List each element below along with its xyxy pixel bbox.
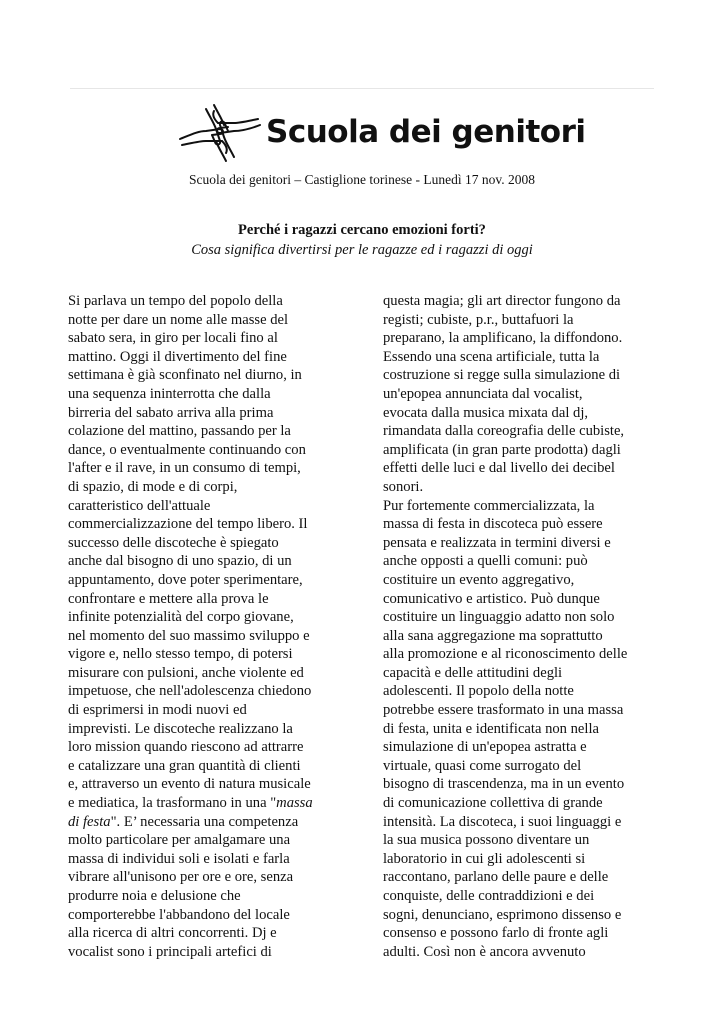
text-line: effetti delle luci e dal livello dei decibel: [383, 460, 615, 477]
text-line: caratteristico dell'attuale: [68, 497, 211, 514]
text-line: di festa, unita e identificata non nella: [383, 720, 599, 737]
text-line: sonori.: [383, 478, 424, 495]
text-line: alla promozione e al riconoscimento delle: [383, 646, 628, 663]
text-line: successo delle discoteche è spiegato: [68, 534, 279, 551]
text-line: l'after e il rave, in un consumo di tempi,: [68, 460, 301, 477]
italic-term: di festa: [68, 813, 111, 830]
text-line: alla ricerca di altri concorrenti. Dj e: [68, 925, 277, 942]
text-line: laboratorio in cui gli adolescenti si: [383, 850, 586, 867]
text-line: [68, 813, 360, 832]
text-line: anche opposti a quelli comuni: può: [383, 553, 588, 570]
text-line: preparano, la amplificano, la diffondono.: [383, 330, 623, 347]
text-line: dance, o eventualmente continuando con: [68, 441, 306, 458]
event-line: Scuola dei genitori – Castiglione torinese - Lunedì 17 nov. 2008: [189, 172, 535, 187]
text-line: commercializzazione del tempo libero. Il: [68, 516, 308, 533]
text-line: birreria del sabato arriva alla prima: [68, 404, 274, 421]
text-line: costituire un evento aggregativo,: [383, 571, 575, 588]
text-line: la sua musica possono diventare un: [383, 832, 590, 849]
text-line: vibrare all'unisono per ore e ore, senza: [68, 869, 294, 886]
text-line: produrre noia e delusione che: [68, 888, 241, 904]
text-line: evocata dalla musica mixata dal dj,: [383, 404, 589, 421]
logo: [176, 100, 586, 164]
text-line: impetuose, che nell'adolescenza chiedono: [68, 683, 312, 700]
text-line: potrebbe essere trasformato in una massa: [383, 702, 624, 719]
text-line: appuntamento, dove poter sperimentare,: [68, 571, 303, 588]
text-line: sabato sera, in giro per locali fino al: [68, 330, 278, 347]
column-left: [68, 292, 360, 961]
text-line: Si parlava un tempo del popolo della: [68, 293, 283, 309]
text-line: imprevisti. Le discoteche realizzano la: [68, 720, 293, 737]
text-line: loro mission quando riescono ad attrarre: [68, 739, 304, 756]
text-line: mattino. Oggi il divertimento del fine: [68, 348, 287, 365]
text-line: rimandata dalla coreografia delle cubiste,: [383, 423, 625, 440]
four-hands-icon: [176, 101, 264, 163]
text-line: questa magia; gli art director fungono da: [383, 293, 621, 309]
text-line: bisogno di trascendenza, ma in un evento: [383, 776, 625, 793]
text-line: registi; cubiste, p.r., buttafuori la: [383, 311, 574, 328]
column-right: [383, 292, 683, 961]
text-line: comporterebbe l'abbandono del locale: [68, 906, 290, 923]
text-line: e catalizzare una gran quantità di clienti: [68, 757, 301, 774]
text-line: confrontare e mettere alla prova le: [68, 590, 269, 607]
text-line: notte per dare un nome alle masse del: [68, 311, 289, 328]
text-line: comunicativo e artistico. Può dunque: [383, 590, 600, 607]
italic-term: massa: [276, 795, 313, 812]
text-line: nel momento del suo massimo sviluppo e: [68, 627, 310, 644]
text-line: infinite potenzialità del corpo giovane,: [68, 609, 294, 626]
text-line: pensata e realizzata in termini diversi e: [383, 534, 611, 551]
text-line: alla sana aggregazione ma soprattutto: [383, 627, 603, 644]
text-line: vigore e, nello stesso tempo, di potersi: [68, 646, 293, 663]
text-line: settimana è già sconfinato nel diurno, in: [68, 367, 302, 384]
text-fragment: e mediatica, la trasformano in una ": [68, 795, 277, 812]
text-fragment: ". E’ necessaria una competenza: [110, 813, 299, 830]
text-line: costruzione si regge sulla simulazione di: [383, 367, 621, 384]
text-line: intensità. La discoteca, i suoi linguaggi e: [383, 813, 622, 830]
text-line: adolescenti. Il popolo della notte: [383, 683, 574, 700]
text-line: di esprimersi in modi nuovi ed: [68, 702, 247, 719]
text-line: sogni, denunciano, esprimono dissenso e: [383, 906, 622, 923]
text-line: di comunicazione collettiva di grande: [383, 795, 603, 812]
text-line: consenso e possono farlo di fronte agli: [383, 925, 609, 942]
text-line: vocalist sono i principali artefici di: [68, 943, 272, 960]
text-line: un'epopea annunciata dal vocalist,: [383, 385, 583, 402]
text-line: molto particolare per amalgamare una: [68, 832, 291, 849]
header-rule: [70, 88, 654, 89]
text-line: costituire un linguaggio adatto non solo: [383, 609, 615, 626]
text-line: simulazione di un'epopea astratta e: [383, 739, 587, 756]
text-line: [68, 794, 360, 813]
text-line: misurare con pulsioni, anche violente ed: [68, 664, 304, 681]
text-line: capacità e delle attitudini degli: [383, 664, 563, 681]
text-line: di spazio, di mode e di corpi,: [68, 478, 238, 495]
text-line: e, attraverso un evento di natura musicale: [68, 776, 311, 793]
text-line: colazione del mattino, passando per la: [68, 423, 291, 440]
text-line: massa di festa in discoteca può essere: [383, 516, 603, 533]
text-line: Pur fortemente commercializzata, la: [383, 497, 595, 514]
logo-text: Scuola dei genitori: [266, 114, 586, 150]
text-line: adulti. Così non è ancora avvenuto: [383, 943, 586, 960]
text-line: una sequenza ininterrotta che dalla: [68, 385, 271, 402]
text-line: raccontano, parlano delle paure e delle: [383, 869, 609, 886]
text-line: massa di individui soli e isolati e farla: [68, 850, 290, 867]
text-line: amplificata (in gran parte prodotta) dagli: [383, 441, 621, 458]
text-line: Essendo una scena artificiale, tutta la: [383, 348, 600, 365]
text-line: conquiste, delle contraddizioni e dei: [383, 888, 595, 904]
headline: Perché i ragazzi cercano emozioni forti?: [238, 222, 486, 238]
text-line: anche dal bisogno di uno spazio, di un: [68, 553, 292, 570]
text-line: virtuale, quasi come surrogato del: [383, 757, 582, 774]
subhead: Cosa significa divertirsi per le ragazze ed i ragazzi di oggi: [191, 242, 533, 258]
